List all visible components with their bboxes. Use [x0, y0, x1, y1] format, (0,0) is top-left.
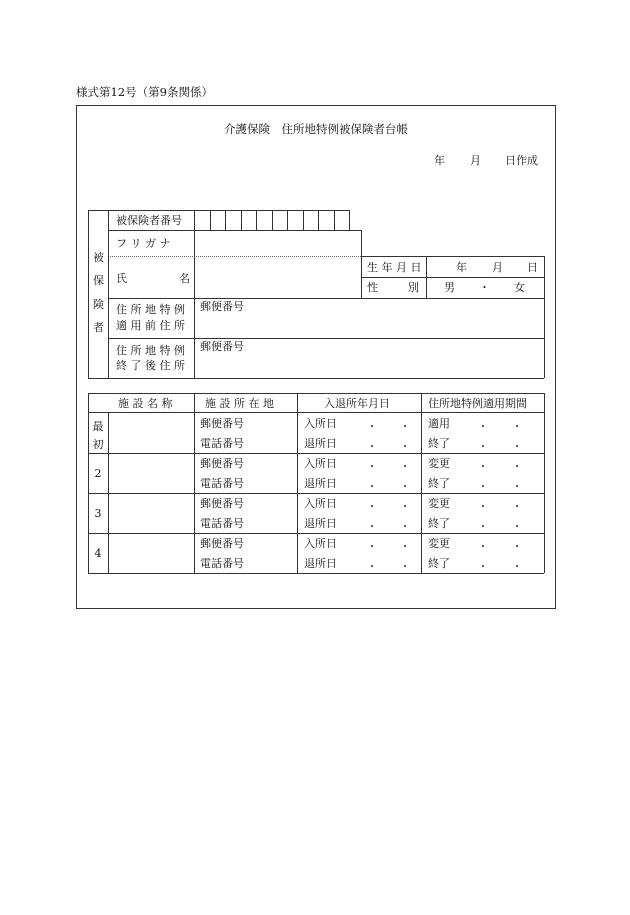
insured-side-label-char: 被	[93, 251, 104, 264]
date-separator: ・	[367, 562, 377, 573]
admission-date-label: 入所日	[304, 457, 337, 470]
facility-name-header: 施 設 名 称	[118, 397, 173, 410]
created-year-label: 年	[434, 154, 445, 167]
address-before-label: 適 用 前 住 所	[116, 319, 185, 332]
name-label: 氏	[116, 272, 127, 285]
address-after-postal-label: 郵便番号	[200, 340, 244, 353]
date-separator: ・	[367, 522, 377, 533]
row-number: 最	[92, 420, 104, 433]
sex-female-option: 女	[514, 281, 525, 294]
sex-male-option: 男	[444, 281, 455, 294]
date-separator: ・	[367, 482, 377, 493]
date-separator: ・	[512, 442, 522, 453]
date-separator: ・	[478, 462, 488, 473]
date-separator: ・	[478, 442, 488, 453]
postal-label: 郵便番号	[200, 417, 244, 430]
discharge-date-label: 退所日	[304, 437, 337, 450]
address-before-postal-label: 郵便番号	[200, 300, 244, 313]
discharge-date-label: 退所日	[304, 517, 337, 530]
period-start-label: 適用	[428, 417, 450, 430]
insured-side-label-char: 険	[93, 298, 104, 311]
discharge-date-label: 退所日	[304, 557, 337, 570]
facility-location-header: 施 設 所 在 地	[205, 397, 274, 410]
period-start-label: 変更	[428, 537, 450, 550]
admission-date-label: 入所日	[304, 417, 337, 430]
date-separator: ・	[400, 462, 410, 473]
discharge-date-label: 退所日	[304, 477, 337, 490]
birth-month-label: 月	[492, 261, 503, 274]
insured-number-label: 被保険者番号	[116, 214, 182, 227]
date-separator: ・	[512, 422, 522, 433]
address-after-label: 終 了 後 住 所	[116, 359, 185, 372]
furigana-label: フ リ ガ ナ	[116, 237, 171, 250]
date-separator: ・	[367, 422, 377, 433]
admission-dates-header: 入退所年月日	[324, 397, 390, 410]
date-separator: ・	[478, 482, 488, 493]
date-separator: ・	[478, 422, 488, 433]
date-separator: ・	[478, 542, 488, 553]
admission-date-label: 入所日	[304, 497, 337, 510]
date-separator: ・	[400, 562, 410, 573]
period-end-label: 終了	[428, 477, 450, 490]
insured-side-label-char: 保	[93, 274, 104, 287]
insured-side-label-char: 者	[93, 321, 104, 334]
period-start-label: 変更	[428, 497, 450, 510]
postal-label: 郵便番号	[200, 457, 244, 470]
period-start-label: 変更	[428, 457, 450, 470]
date-separator: ・	[512, 522, 522, 533]
birth-year-label: 年	[456, 261, 467, 274]
date-separator: ・	[367, 442, 377, 453]
period-end-label: 終了	[428, 517, 450, 530]
date-separator: ・	[400, 442, 410, 453]
postal-label: 郵便番号	[200, 497, 244, 510]
date-separator: ・	[367, 502, 377, 513]
address-after-label: 住 所 地 特 例	[116, 344, 185, 357]
period-end-label: 終了	[428, 557, 450, 570]
created-month-label: 月	[470, 154, 481, 167]
row-number: 初	[92, 438, 104, 451]
date-separator: ・	[367, 462, 377, 473]
date-separator: ・	[400, 502, 410, 513]
phone-label: 電話番号	[200, 517, 244, 530]
sex-label: 別	[408, 281, 419, 294]
address-before-label: 住 所 地 特 例	[116, 303, 185, 316]
postal-label: 郵便番号	[200, 537, 244, 550]
name-label: 名	[179, 272, 190, 285]
date-separator: ・	[478, 522, 488, 533]
date-separator: ・	[512, 482, 522, 493]
phone-label: 電話番号	[200, 437, 244, 450]
birthdate-label: 生 年 月 日	[367, 261, 422, 274]
date-separator: ・	[478, 502, 488, 513]
date-separator: ・	[400, 422, 410, 433]
date-separator: ・	[478, 562, 488, 573]
date-separator: ・	[400, 542, 410, 553]
date-separator: ・	[512, 502, 522, 513]
date-separator: ・	[512, 542, 522, 553]
date-separator: ・	[400, 482, 410, 493]
sex-label: 性	[367, 281, 378, 294]
birth-day-label: 日	[527, 261, 538, 274]
phone-label: 電話番号	[200, 477, 244, 490]
period-end-label: 終了	[428, 437, 450, 450]
row-number: 3	[94, 507, 102, 520]
phone-label: 電話番号	[200, 557, 244, 570]
date-separator: ・	[367, 542, 377, 553]
date-separator: ・	[512, 462, 522, 473]
document-title: 介護保険 住所地特例被保険者台帳	[224, 122, 408, 136]
date-separator: ・	[512, 562, 522, 573]
special-period-header: 住所地特例適用期間	[428, 397, 527, 410]
form-number-label: 様式第12号（第9条関係）	[76, 85, 213, 99]
admission-date-label: 入所日	[304, 537, 337, 550]
date-separator: ・	[400, 522, 410, 533]
row-number: 4	[94, 547, 102, 560]
created-day-label: 日作成	[505, 154, 538, 167]
sex-separator: ・	[479, 281, 490, 294]
row-number: 2	[94, 467, 102, 480]
